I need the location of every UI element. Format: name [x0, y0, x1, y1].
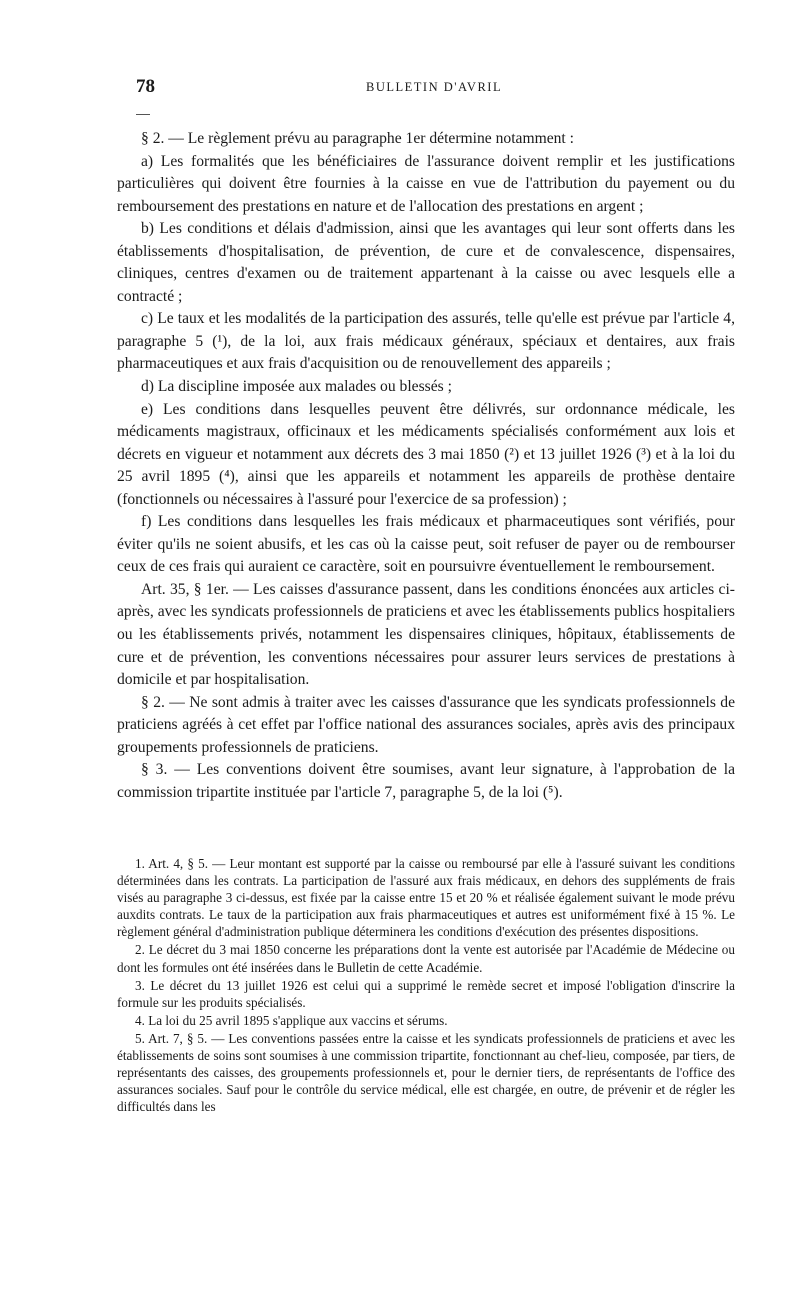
- page-number: 78: [136, 76, 155, 97]
- footnote: 5. Art. 7, § 5. — Les conventions passées entre la caisse et les syndicats professionnels de praticiens et avec les établissements de soins sont soumises à une commission tripartite, fonctionnant au chef-lieu, composée, par tiers, de représentants des caisses, des groupements professionnels et, pour le dernier tiers, de représentants de l'office des assurances sociales. Sauf pour le contrôle du service médical, elle est chargée, en outre, de prévenir et de régler les difficultés dans les: [117, 1030, 735, 1115]
- paragraph: d) La discipline imposée aux malades ou blessés ;: [141, 378, 452, 396]
- paragraph: § 2. — Ne sont admis à traiter avec les caisses d'assurance que les syndicats professionnels de praticiens agréés à cet effet par l'office national des assurances sociales, après avis des principaux groupements professionnels de praticiens.: [117, 693, 735, 756]
- footnote: 2. Le décret du 3 mai 1850 concerne les préparations dont la vente est autorisée par l'Académie de Médecine ou dont les formules ont été insérées dans le Bulletin de cette Académie.: [117, 942, 735, 975]
- main-text: [117, 128, 735, 804]
- footnotes: [117, 855, 735, 1116]
- running-title: BULLETIN D'AVRIL: [366, 80, 503, 94]
- paragraph: § 2. — Le règlement prévu au paragraphe 1er détermine notamment :: [141, 130, 574, 147]
- paragraph: c) Le taux et les modalités de la participation des assurés, telle qu'elle est prévue par l'article 4, paragraphe 5 (¹), de la loi, aux frais médicaux généraux, spéciaux et dentaires, aux frais pharmaceutiques et aux frais d'acquisition ou de renouvellement des appareils ;: [117, 310, 735, 373]
- footnote: 1. Art. 4, § 5. — Leur montant est supporté par la caisse ou remboursé par elle à l'assuré suivant les conditions déterminées dans les contrats. La participation de l'assuré aux frais médicaux, en dehors des suppléments de frais visés au paragraphe 3 ci-dessus, est fixée par la caisse entre 15 et 20 % et réalisée également suivant le mode prévu auxdits contrats. Le taux de la participation aux frais pharmaceutiques et autres est uniformément fixé à 15 %. Le règlement général d'administration publique déterminera les conditions d'exécution des présentes dispositions.: [117, 856, 735, 940]
- paragraph: a) Les formalités que les bénéficiaires de l'assurance doivent remplir et les justifications particulières qui doivent être fournies à la caisse en vue de l'attribution du payement ou du remboursement des prestations en nature et de l'allocation des prestations en argent ;: [117, 152, 735, 215]
- paragraph: § 3. — Les conventions doivent être soumises, avant leur signature, à l'approbation de la commission tripartite instituée par l'article 7, paragraphe 5, de la loi (⁵).: [117, 761, 735, 801]
- paragraph: Art. 35, § 1er. — Les caisses d'assurance passent, dans les conditions énoncées aux articles ci-après, avec les syndicats professionnels de praticiens et avec les établissements publics hospitaliers ou les établissements privés, notamment les dispensaires cliniques, hôpitaux, établissements de cure et de prévention, les conventions nécessaires pour assurer leurs services de prestations à domicile et par hospitalisation.: [117, 580, 735, 689]
- header-rule: [136, 114, 150, 115]
- paragraph: b) Les conditions et délais d'admission, ainsi que les avantages qui leur sont offerts dans les établissements d'hospitalisation, de prévention, de cure et de convalescence, dispensaires, cliniques, centres d'examen ou de traitement appartenant à la caisse ou avec lesquels elle a contracté ;: [117, 220, 735, 305]
- footnote: 4. La loi du 25 avril 1895 s'applique aux vaccins et sérums.: [135, 1012, 448, 1028]
- page-header: [136, 76, 736, 100]
- paragraph: f) Les conditions dans lesquelles les frais médicaux et pharmaceutiques sont vérifiés, pour éviter qu'ils ne soient abusifs, et les cas où la caisse peut, soit refuser de payer ou de rembourser ceux de ces frais qui auraient ce caractère, soit en poursuivre éventuellement le remboursement.: [117, 513, 735, 576]
- paragraph: e) Les conditions dans lesquelles peuvent être délivrés, sur ordonnance médicale, les médicaments magistraux, officinaux et les médicaments spécialisés conformément aux lois et décrets en vigueur et notamment aux décrets des 3 mai 1850 (²) et 13 juillet 1926 (³) et à la loi du 25 avril 1895 (⁴), ainsi que les appareils et notamment les appareils de prothèse dentaire (fonctionnels ou nécessaires à l'assuré pour l'exercice de sa profession) ;: [117, 400, 735, 508]
- footnote: 3. Le décret du 13 juillet 1926 est celui qui a supprimé le remède secret et imposé l'obligation d'inscrire la formule sur les produits spécialisés.: [117, 977, 735, 1010]
